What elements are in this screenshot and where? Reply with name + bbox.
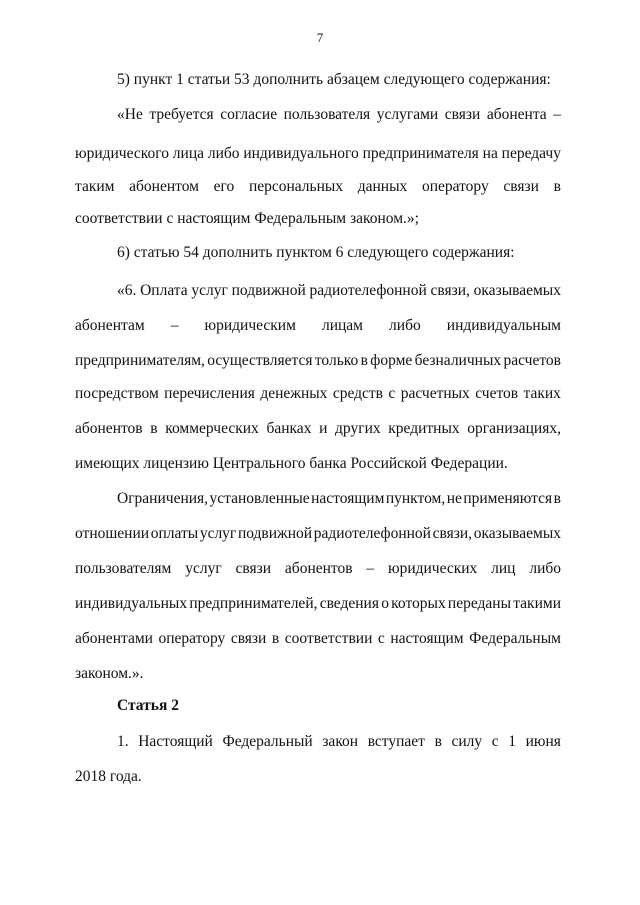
text-line: «Не требуется согласие пользователя услугами связи абонента – bbox=[117, 106, 561, 123]
text-line: абонентов в коммерческих банках и других кредитных организациях, bbox=[75, 420, 561, 437]
text-line: пользователям услуг связи абонентов – юридических лиц либо bbox=[75, 560, 561, 577]
text-line: «6. Оплата услуг подвижной радиотелефонной связи, оказываемых bbox=[117, 282, 561, 299]
text-line: законом.». bbox=[75, 665, 144, 682]
text-line: абонентам – юридическим лицам либо индивидуальным bbox=[75, 317, 561, 334]
text-line: отношении оплаты услуг подвижной радиотелефонной связи, оказываемых bbox=[75, 525, 561, 542]
text-line: юридического лица либо индивидуального предпринимателя на передачу bbox=[75, 145, 561, 162]
page-number: 7 bbox=[316, 30, 324, 45]
text-line: 6) статью 54 дополнить пунктом 6 следующего содержания: bbox=[117, 244, 515, 261]
text-line: 1. Настоящий Федеральный закон вступает в силу с 1 июня bbox=[117, 733, 561, 750]
text-line: 2018 года. bbox=[75, 768, 142, 785]
text-line: предпринимателям, осуществляется только в форме безналичных расчетов bbox=[75, 352, 561, 369]
text-line: Ограничения, установленные настоящим пунктом, не применяются в bbox=[117, 490, 561, 507]
text-line: 5) пункт 1 статьи 53 дополнить абзацем следующего содержания: bbox=[117, 71, 551, 88]
text-line: посредством перечисления денежных средств с расчетных счетов таких bbox=[75, 385, 561, 402]
text-line: имеющих лицензию Центрального банка Российской Федерации. bbox=[75, 455, 508, 472]
text-line: таким абонентом его персональных данных оператору связи в bbox=[75, 178, 561, 195]
text-line: соответствии с настоящим Федеральным законом.»; bbox=[75, 210, 419, 227]
text-line: абонентами оператору связи в соответствии с настоящим Федеральным bbox=[75, 630, 561, 647]
section-heading: Статья 2 bbox=[117, 697, 179, 714]
text-line: индивидуальных предпринимателей, сведения о которых переданы такими bbox=[75, 595, 561, 612]
